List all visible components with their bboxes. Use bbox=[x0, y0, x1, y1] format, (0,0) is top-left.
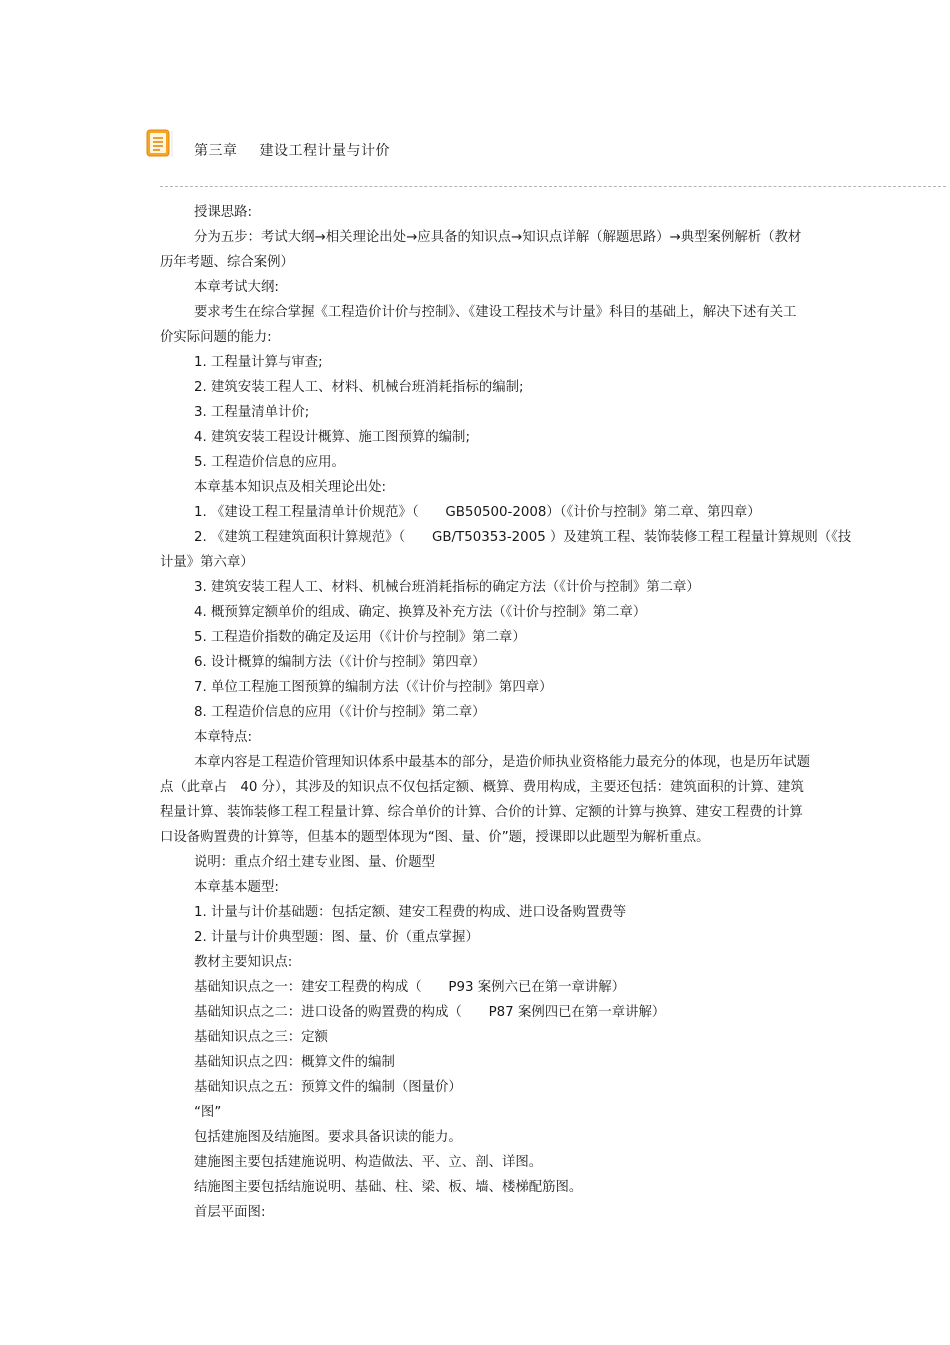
text-line: 基础知识点之五：预算文件的编制（图量价） bbox=[194, 1080, 462, 1095]
text-line: 建施图主要包括建施说明、构造做法、平、立、剖、详图。 bbox=[194, 1155, 543, 1170]
text-line: 程量计算、装饰装修工程工程量计算、综合单价的计算、合价的计算、定额的计算与换算、建安工程费的计算 bbox=[160, 805, 803, 820]
text-line: 4. 建筑安装工程设计概算、施工图预算的编制; bbox=[194, 430, 470, 445]
text-line: 首层平面图: bbox=[194, 1205, 266, 1220]
text-line: 基础知识点之四：概算文件的编制 bbox=[194, 1055, 395, 1070]
text-line: 授课思路: bbox=[194, 205, 253, 220]
text-line: 基础知识点之二：进口设备的购置费的构成（ P87 案例四已在第一章讲解） bbox=[194, 1005, 666, 1020]
chapter-number: 第三章 bbox=[194, 143, 238, 159]
text-line: 说明：重点介绍土建专业图、量、价题型 bbox=[194, 855, 436, 870]
text-line: 2. 计量与计价典型题：图、量、价（重点掌握） bbox=[194, 930, 479, 945]
text-line: 4. 概预算定额单价的组成、确定、换算及补充方法（《计价与控制》第二章） bbox=[194, 605, 647, 620]
text-line: 5. 工程造价指数的确定及运用（《计价与控制》第二章） bbox=[194, 630, 526, 645]
text-line: 教材主要知识点: bbox=[194, 955, 293, 970]
text-line: 1. 计量与计价基础题：包括定额、建安工程费的构成、进口设备购置费等 bbox=[194, 905, 627, 920]
text-line: 本章基本知识点及相关理论出处: bbox=[194, 480, 386, 495]
text-line: 本章内容是工程造价管理知识体系中最基本的部分，是造价师执业资格能力最充分的体现，也是历年试题 bbox=[194, 755, 810, 770]
text-line: 2. 《建筑工程建筑面积计算规范》（ GB/T50353-2005 ）及建筑工程、装饰装修工程工程量计算规则（《技 bbox=[194, 530, 852, 545]
text-line: 本章特点: bbox=[194, 730, 253, 745]
text-line: 价实际问题的能力: bbox=[160, 330, 272, 345]
text-line: 6. 设计概算的编制方法（《计价与控制》第四章） bbox=[194, 655, 486, 670]
chapter-heading bbox=[194, 140, 390, 160]
divider bbox=[160, 186, 946, 187]
text-line: 分为五步：考试大纲→相关理论出处→应具备的知识点→知识点详解（解题思路）→典型案例解析（教材 bbox=[194, 230, 802, 245]
text-line: 点（此章占 40 分），其涉及的知识点不仅包括定额、概算、费用构成，主要还包括：建筑面积的计算、建筑 bbox=[160, 780, 804, 795]
text-line: 7. 单位工程施工图预算的编制方法（《计价与控制》第四章） bbox=[194, 680, 553, 695]
text-line: 包括建施图及结施图。要求具备识读的能力。 bbox=[194, 1130, 462, 1145]
text-line: 计量》第六章） bbox=[160, 555, 254, 570]
text-line: 基础知识点之三：定额 bbox=[194, 1030, 328, 1045]
text-line: 3. 工程量清单计价; bbox=[194, 405, 310, 420]
text-line: 5. 工程造价信息的应用。 bbox=[194, 455, 345, 470]
text-line: 口设备购置费的计算等，但基本的题型体现为“图、量、价”题，授课即以此题型为解析重点。 bbox=[160, 830, 710, 845]
document-icon bbox=[146, 129, 174, 159]
text-line: 1. 工程量计算与审查; bbox=[194, 355, 323, 370]
document-body bbox=[160, 200, 930, 1225]
text-line: 2. 建筑安装工程人工、材料、机械台班消耗指标的编制; bbox=[194, 380, 524, 395]
text-line: 1. 《建设工程工程量清单计价规范》（ GB50500-2008）（《计价与控制》第二章、第四章） bbox=[194, 505, 761, 520]
text-line: “图” bbox=[194, 1105, 222, 1120]
text-line: 本章考试大纲: bbox=[194, 280, 279, 295]
text-line: 8. 工程造价信息的应用（《计价与控制》第二章） bbox=[194, 705, 486, 720]
text-line: 本章基本题型: bbox=[194, 880, 279, 895]
text-line: 3. 建筑安装工程人工、材料、机械台班消耗指标的确定方法（《计价与控制》第二章） bbox=[194, 580, 700, 595]
text-line: 基础知识点之一：建安工程费的构成（ P93 案例六已在第一章讲解） bbox=[194, 980, 626, 995]
chapter-title: 建设工程计量与计价 bbox=[259, 143, 390, 159]
text-line: 历年考题、综合案例） bbox=[160, 255, 294, 270]
text-line: 结施图主要包括结施说明、基础、柱、梁、板、墙、楼梯配筋图。 bbox=[194, 1180, 583, 1195]
text-line: 要求考生在综合掌握《工程造价计价与控制》、《建设工程技术与计量》科目的基础上，解决下述有关工 bbox=[194, 305, 797, 320]
